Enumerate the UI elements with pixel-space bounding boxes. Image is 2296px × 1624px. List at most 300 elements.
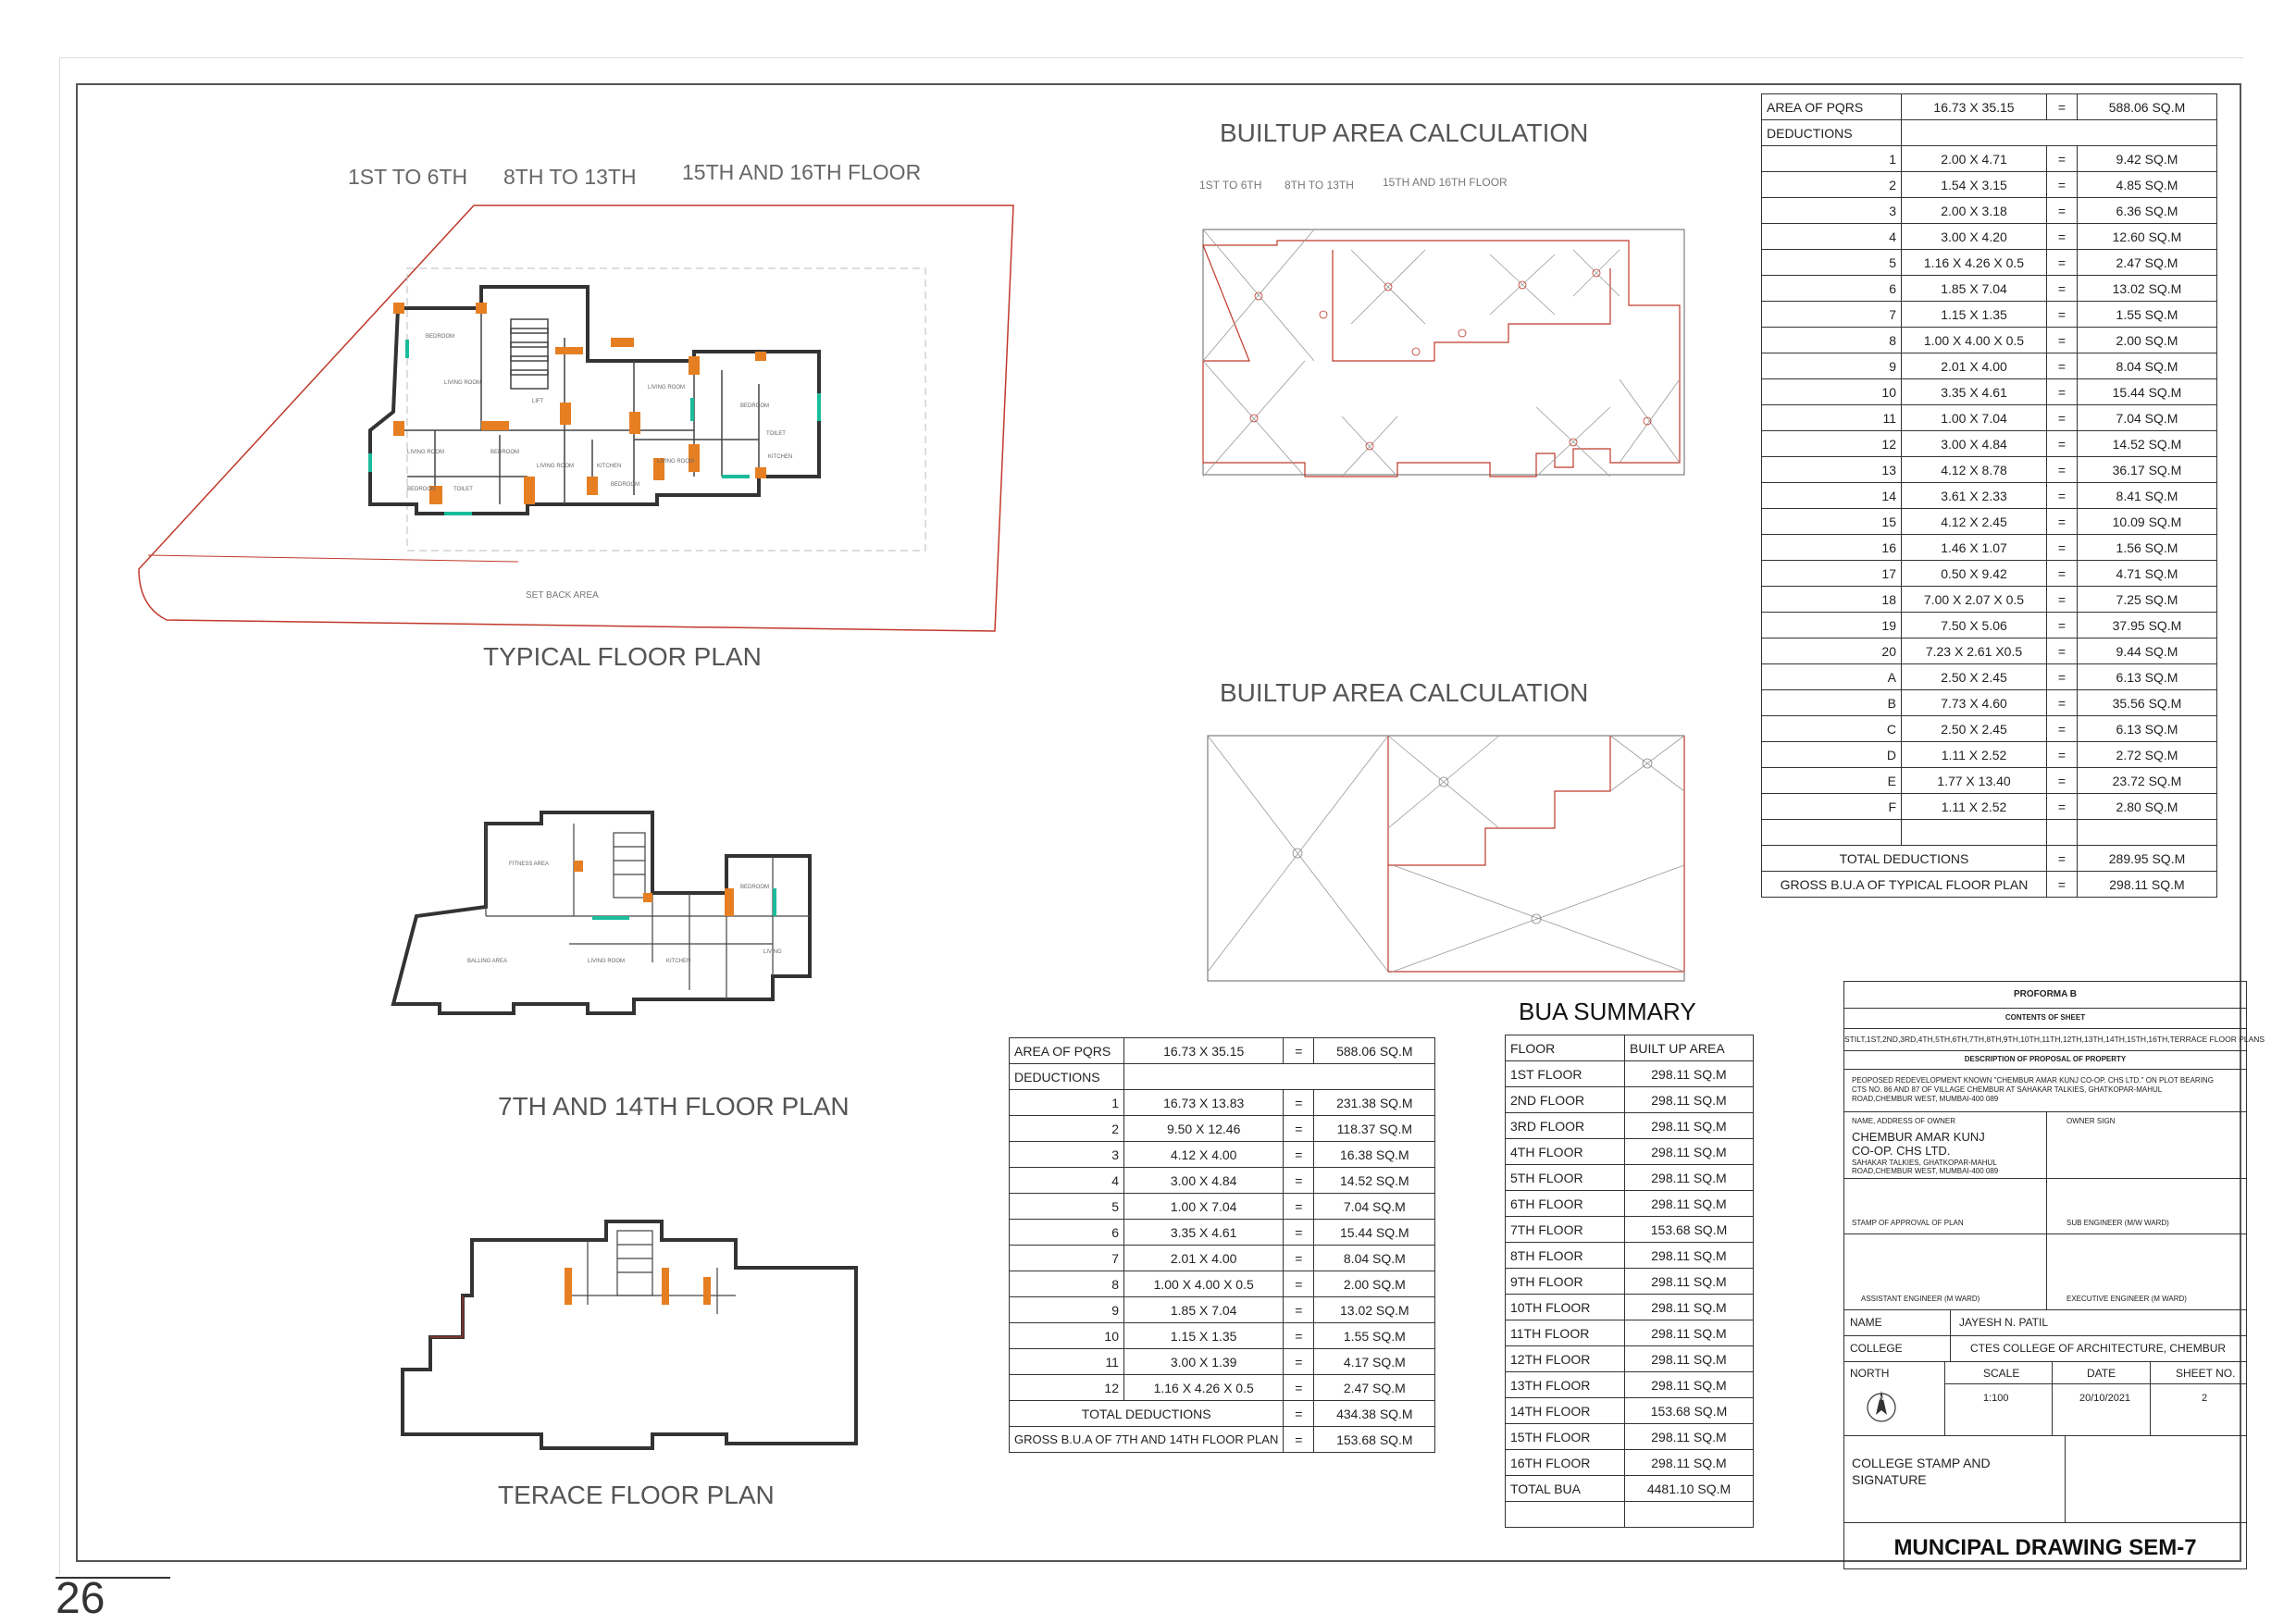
summary-bua: 298.11 SQ.M [1625, 1320, 1754, 1346]
eq-sign: = [2047, 405, 2078, 431]
summary-bua: 298.11 SQ.M [1625, 1269, 1754, 1295]
summary-row [1506, 1346, 1754, 1372]
deduction-value: 35.56 SQ.M [2078, 690, 2217, 716]
deduction-value: 9.42 SQ.M [2078, 146, 2217, 172]
deduction-row [1010, 1168, 1435, 1194]
summary-floor: 3RD FLOOR [1506, 1113, 1625, 1139]
summary-row [1506, 1476, 1754, 1502]
deduction-dims: 2.01 X 4.00 [1902, 353, 2047, 379]
deduction-value: 7.04 SQ.M [1314, 1194, 1435, 1220]
deduction-id: 13 [1762, 457, 1902, 483]
sheet-label: SHEET NO. [2176, 1367, 2236, 1380]
eq-sign: = [2047, 742, 2078, 768]
scale-value: 1:100 [1983, 1393, 2009, 1404]
deduction-id: B [1762, 690, 1902, 716]
deduction-row [1762, 198, 2217, 224]
deduction-id: 15 [1762, 509, 1902, 535]
name-label: NAME [1850, 1316, 1882, 1329]
eq-sign: = [2047, 353, 2078, 379]
deduction-dims: 1.16 X 4.26 X 0.5 [1123, 1375, 1283, 1401]
deduction-row [1762, 250, 2217, 276]
eq-sign: = [1284, 1246, 1314, 1271]
deduction-id: 19 [1762, 613, 1902, 638]
eq-sign: = [2047, 146, 2078, 172]
summary-row [1506, 1295, 1754, 1320]
deduction-dims: 1.00 X 7.04 [1902, 405, 2047, 431]
college-value: CTES COLLEGE OF ARCHITECTURE, CHEMBUR [1970, 1342, 2227, 1355]
contents-label: CONTENTS OF SHEET [2004, 1013, 2086, 1022]
deduction-id: 14 [1762, 483, 1902, 509]
gross-value: 153.68 SQ.M [1314, 1427, 1435, 1453]
proforma-title: PROFORMA B [2014, 989, 2077, 999]
spacer-row [1506, 1502, 1754, 1528]
svg-text:LIVING ROOM: LIVING ROOM [407, 450, 445, 455]
deduction-value: 14.52 SQ.M [2078, 431, 2217, 457]
deduction-id: F [1762, 794, 1902, 820]
deduction-dims: 2.50 X 2.45 [1902, 664, 2047, 690]
typical-floor-label-2: 8TH TO 13TH [503, 165, 637, 189]
summary-row [1506, 1061, 1754, 1087]
deduction-row [1762, 405, 2217, 431]
deduction-id: 11 [1010, 1349, 1124, 1375]
owner-sign-label: OWNER SIGN [2066, 1117, 2116, 1125]
svg-text:KITCHEN: KITCHEN [768, 454, 793, 460]
contents-value: STILT,1ST,2ND,3RD,4TH,5TH,6TH,7TH,8TH,9TH,10TH,11TH,12TH,13TH,14TH,15TH,16TH,TERRACE FLOOR PLANS [1844, 1035, 2265, 1044]
deduction-value: 10.09 SQ.M [2078, 509, 2217, 535]
description-line-2: CTS NO. 86 AND 87 OF VILLAGE CHEMBUR AT SAHAKAR TALKIES, GHATKOPAR-MAHUL [1852, 1085, 2163, 1094]
summary-row [1506, 1320, 1754, 1346]
deduction-id: 18 [1762, 587, 1902, 613]
eq-sign: = [2047, 224, 2078, 250]
deduction-id: 10 [1762, 379, 1902, 405]
svg-text:BEDROOM: BEDROOM [740, 403, 770, 409]
eq-sign: = [2047, 794, 2078, 820]
eq-sign: = [1284, 1349, 1314, 1375]
description-line-1: PEOPOSED REDEVELOPMENT KNOWN "CHEMBUR AMAR KUNJ CO-OP. CHS LTD." ON PLOT BEARING [1852, 1076, 2214, 1085]
eq-sign: = [2047, 509, 2078, 535]
gross-label: GROSS B.U.A OF TYPICAL FLOOR PLAN [1762, 872, 2047, 898]
deduction-row [1762, 509, 2217, 535]
bua1-floor-label-3: 15TH AND 16TH FLOOR [1383, 176, 1508, 189]
eq-sign: = [1284, 1323, 1314, 1349]
deduction-dims: 1.00 X 4.00 X 0.5 [1902, 328, 2047, 353]
drawing-title: MUNCIPAL DRAWING SEM-7 [1893, 1535, 2197, 1560]
deduction-row [1010, 1349, 1435, 1375]
deduction-value: 7.25 SQ.M [2078, 587, 2217, 613]
floor-7-14-plan-drawing [375, 805, 930, 1055]
deduction-value: 2.72 SQ.M [2078, 742, 2217, 768]
total-row [1762, 846, 2217, 872]
eq-sign: = [1284, 1375, 1314, 1401]
typical-floor-label-3: 15TH AND 16TH FLOOR [682, 160, 922, 184]
deduction-dims: 2.50 X 2.45 [1902, 716, 2047, 742]
date-label: DATE [2087, 1367, 2116, 1380]
deduction-dims: 1.46 X 1.07 [1902, 535, 2047, 561]
deduction-value: 8.04 SQ.M [1314, 1246, 1435, 1271]
deduction-row [1762, 276, 2217, 302]
owner-address-line-1: SAHAKAR TALKIES, GHATKOPAR-MAHUL [1852, 1159, 1997, 1167]
gross-value: 298.11 SQ.M [2078, 872, 2217, 898]
summary-row [1506, 1269, 1754, 1295]
eq-sign: = [2047, 328, 2078, 353]
summary-bua: 298.11 SQ.M [1625, 1113, 1754, 1139]
deduction-row [1762, 613, 2217, 638]
deduction-value: 12.60 SQ.M [2078, 224, 2217, 250]
eq-sign: = [2047, 872, 2078, 898]
svg-text:FITNESS AREA: FITNESS AREA [509, 862, 550, 867]
deduction-row [1762, 483, 2217, 509]
deduction-dims: 2.01 X 4.00 [1123, 1246, 1283, 1271]
deduction-id: 1 [1762, 146, 1902, 172]
deduction-value: 15.44 SQ.M [2078, 379, 2217, 405]
eq-sign: = [2047, 250, 2078, 276]
eq-sign: = [2047, 172, 2078, 198]
deduction-row [1762, 457, 2217, 483]
summary-floor: 14TH FLOOR [1506, 1398, 1625, 1424]
area-value: 588.06 SQ.M [2078, 94, 2217, 120]
eq-sign: = [2047, 94, 2078, 120]
eq-sign: = [2047, 587, 2078, 613]
deduction-dims: 1.54 X 3.15 [1902, 172, 2047, 198]
deduction-value: 13.02 SQ.M [1314, 1297, 1435, 1323]
deduction-id: 3 [1010, 1142, 1124, 1168]
deduction-row [1762, 742, 2217, 768]
typical-floor-plan-title: TYPICAL FLOOR PLAN [483, 642, 762, 671]
eq-sign: = [2047, 690, 2078, 716]
deduction-id: 2 [1762, 172, 1902, 198]
typical-calc-table [1761, 93, 2217, 898]
deduction-dims: 1.85 X 7.04 [1123, 1297, 1283, 1323]
eq-sign: = [2047, 638, 2078, 664]
bua1-floor-label-2: 8TH TO 13TH [1285, 179, 1354, 192]
deduction-value: 1.55 SQ.M [2078, 302, 2217, 328]
deduction-value: 2.80 SQ.M [2078, 794, 2217, 820]
deduction-dims: 4.12 X 2.45 [1902, 509, 2047, 535]
summary-floor: 10TH FLOOR [1506, 1295, 1625, 1320]
floor-header: FLOOR [1506, 1035, 1625, 1061]
terrace-floor-plan-drawing [366, 1203, 884, 1481]
deduction-dims: 3.00 X 4.84 [1902, 431, 2047, 457]
summary-floor: 5TH FLOOR [1506, 1165, 1625, 1191]
summary-floor: 1ST FLOOR [1506, 1061, 1625, 1087]
deduction-dims: 0.50 X 9.42 [1902, 561, 2047, 587]
deduction-value: 4.71 SQ.M [2078, 561, 2217, 587]
eq-sign: = [1284, 1427, 1314, 1453]
deduction-value: 23.72 SQ.M [2078, 768, 2217, 794]
eq-sign: = [2047, 379, 2078, 405]
total-label: TOTAL DEDUCTIONS [1010, 1401, 1284, 1427]
deduction-row [1762, 768, 2217, 794]
deduction-row [1762, 690, 2217, 716]
deductions-label: DEDUCTIONS [1762, 120, 1902, 146]
deduction-value: 37.95 SQ.M [2078, 613, 2217, 638]
eq-sign: = [2047, 302, 2078, 328]
svg-text:LIFT: LIFT [532, 399, 544, 404]
college-stamp-line-1: COLLEGE STAMP AND [1852, 1456, 1991, 1470]
bua-calc-title-1: BUILTUP AREA CALCULATION [1220, 118, 1589, 147]
bua-header: BUILT UP AREA [1625, 1035, 1754, 1061]
deduction-value: 14.52 SQ.M [1314, 1168, 1435, 1194]
deduction-id: 8 [1762, 328, 1902, 353]
deduction-dims: 4.12 X 4.00 [1123, 1142, 1283, 1168]
deduction-row [1010, 1220, 1435, 1246]
summary-floor: 8TH FLOOR [1506, 1243, 1625, 1269]
summary-bua: 298.11 SQ.M [1625, 1295, 1754, 1320]
summary-bua: 298.11 SQ.M [1625, 1372, 1754, 1398]
deduction-row [1762, 561, 2217, 587]
deduction-id: 11 [1762, 405, 1902, 431]
svg-text:TOILET: TOILET [453, 487, 473, 492]
deduction-row [1762, 328, 2217, 353]
typical-floor-plan-drawing [130, 199, 1018, 643]
area-value: 588.06 SQ.M [1314, 1038, 1435, 1064]
summary-floor: 9TH FLOOR [1506, 1269, 1625, 1295]
svg-text:TOILET: TOILET [766, 431, 786, 437]
deduction-row [1762, 353, 2217, 379]
summary-floor: 15TH FLOOR [1506, 1424, 1625, 1450]
deduction-row [1010, 1297, 1435, 1323]
eq-sign: = [1284, 1271, 1314, 1297]
eq-sign: = [2047, 716, 2078, 742]
summary-floor: 2ND FLOOR [1506, 1087, 1625, 1113]
deduction-value: 6.36 SQ.M [2078, 198, 2217, 224]
floor-7-14-plan-title: 7TH AND 14TH FLOOR PLAN [498, 1092, 850, 1121]
owner-name-line-1: CHEMBUR AMAR KUNJ [1852, 1130, 1985, 1144]
deduction-row [1010, 1194, 1435, 1220]
deduction-dims: 2.00 X 3.18 [1902, 198, 2047, 224]
deduction-value: 4.17 SQ.M [1314, 1349, 1435, 1375]
deduction-value: 2.47 SQ.M [2078, 250, 2217, 276]
deduction-value: 6.13 SQ.M [2078, 664, 2217, 690]
deduction-row [1010, 1116, 1435, 1142]
north-label: NORTH [1850, 1367, 1890, 1380]
summary-bua: 298.11 SQ.M [1625, 1424, 1754, 1450]
summary-bua: 298.11 SQ.M [1625, 1243, 1754, 1269]
summary-row [1506, 1217, 1754, 1243]
owner-name-line-2: CO-OP. CHS LTD. [1852, 1144, 1951, 1158]
deduction-dims: 7.73 X 4.60 [1902, 690, 2047, 716]
eq-sign: = [1284, 1142, 1314, 1168]
deduction-row [1762, 794, 2217, 820]
college-stamp-line-2: SIGNATURE [1852, 1472, 1927, 1487]
eq-sign: = [2047, 561, 2078, 587]
sub-engineer-label: SUB ENGINEER (M/W WARD) [2066, 1219, 2169, 1227]
deduction-dims: 3.00 X 4.84 [1123, 1168, 1283, 1194]
summary-row [1506, 1113, 1754, 1139]
deduction-dims: 7.50 X 5.06 [1902, 613, 2047, 638]
deduction-row [1010, 1090, 1435, 1116]
deduction-id: 9 [1010, 1297, 1124, 1323]
svg-text:LIVING ROOM: LIVING ROOM [588, 959, 626, 964]
deduction-id: E [1762, 768, 1902, 794]
deduction-row [1010, 1142, 1435, 1168]
summary-header-row [1506, 1035, 1754, 1061]
deduction-id: 2 [1010, 1116, 1124, 1142]
summary-row [1506, 1243, 1754, 1269]
summary-bua: 298.11 SQ.M [1625, 1139, 1754, 1165]
deduction-row [1762, 172, 2217, 198]
svg-text:BEDROOM: BEDROOM [740, 885, 770, 890]
eq-sign: = [1284, 1194, 1314, 1220]
deduction-value: 15.44 SQ.M [1314, 1220, 1435, 1246]
deduction-id: 12 [1010, 1375, 1124, 1401]
stamp-approval-label: STAMP OF APPROVAL OF PLAN [1852, 1219, 1964, 1227]
deduction-dims: 1.15 X 1.35 [1123, 1323, 1283, 1349]
summary-floor: 7TH FLOOR [1506, 1217, 1625, 1243]
deduction-id: 6 [1762, 276, 1902, 302]
summary-bua: 298.11 SQ.M [1625, 1450, 1754, 1476]
deduction-id: 5 [1762, 250, 1902, 276]
deduction-id: 6 [1010, 1220, 1124, 1246]
terrace-floor-plan-title: TERACE FLOOR PLAN [498, 1481, 775, 1509]
deduction-dims: 1.85 X 7.04 [1902, 276, 2047, 302]
description-line-3: ROAD,CHEMBUR WEST, MUMBAI-400 089 [1852, 1095, 1999, 1103]
eq-sign: = [2047, 198, 2078, 224]
total-row [1010, 1401, 1435, 1427]
svg-text:BEDROOM: BEDROOM [407, 487, 437, 492]
eq-sign: = [1284, 1220, 1314, 1246]
deduction-id: 10 [1010, 1323, 1124, 1349]
deduction-dims: 3.00 X 4.20 [1902, 224, 2047, 250]
deduction-dims: 1.16 X 4.26 X 0.5 [1902, 250, 2047, 276]
svg-text:LIVING: LIVING [763, 949, 782, 955]
summary-row [1506, 1139, 1754, 1165]
summary-bua: 298.11 SQ.M [1625, 1061, 1754, 1087]
deduction-row [1762, 716, 2217, 742]
deduction-row [1762, 535, 2217, 561]
svg-text:LIVING ROOM: LIVING ROOM [537, 464, 575, 469]
svg-text:KITCHEN: KITCHEN [666, 959, 691, 964]
deduction-value: 36.17 SQ.M [2078, 457, 2217, 483]
deduction-row [1010, 1271, 1435, 1297]
summary-floor: TOTAL BUA [1506, 1476, 1625, 1502]
proforma-title-block [1843, 981, 2265, 1569]
total-value: 434.38 SQ.M [1314, 1401, 1435, 1427]
deduction-row [1762, 224, 2217, 250]
gross-label: GROSS B.U.A OF 7TH AND 14TH FLOOR PLAN [1010, 1427, 1284, 1453]
area-label: AREA OF PQRS [1762, 94, 1902, 120]
deduction-dims: 16.73 X 13.83 [1123, 1090, 1283, 1116]
deduction-id: C [1762, 716, 1902, 742]
eq-sign: = [2047, 535, 2078, 561]
deduction-dims: 2.00 X 4.71 [1902, 146, 2047, 172]
svg-text:LIVING ROOM: LIVING ROOM [444, 380, 482, 386]
deduction-id: 17 [1762, 561, 1902, 587]
eq-sign: = [2047, 457, 2078, 483]
deduction-value: 2.00 SQ.M [1314, 1271, 1435, 1297]
deduction-id: 4 [1762, 224, 1902, 250]
summary-row [1506, 1372, 1754, 1398]
svg-text:BALLING AREA: BALLING AREA [467, 959, 508, 964]
deduction-value: 1.55 SQ.M [1314, 1323, 1435, 1349]
deduction-row [1010, 1246, 1435, 1271]
svg-text:BEDROOM: BEDROOM [490, 450, 520, 455]
summary-row [1506, 1191, 1754, 1217]
summary-floor: 16TH FLOOR [1506, 1450, 1625, 1476]
bua-calc-drawing-1 [1185, 213, 1703, 490]
gross-row [1010, 1427, 1435, 1453]
area-row [1762, 94, 2217, 120]
typical-floor-label-1: 1ST TO 6TH [348, 165, 468, 189]
deductions-row [1762, 120, 2217, 146]
eq-sign: = [1284, 1401, 1314, 1427]
summary-bua: 298.11 SQ.M [1625, 1087, 1754, 1113]
deduction-id: 12 [1762, 431, 1902, 457]
north-letter: N [1879, 1395, 1884, 1402]
bua-calc-drawing-2 [1194, 726, 1703, 986]
deduction-dims: 1.11 X 2.52 [1902, 742, 2047, 768]
deduction-dims: 3.35 X 4.61 [1123, 1220, 1283, 1246]
summary-row [1506, 1398, 1754, 1424]
eq-sign: = [2047, 483, 2078, 509]
svg-text:LIVING ROOM: LIVING ROOM [648, 385, 686, 391]
deduction-id: 3 [1762, 198, 1902, 224]
deduction-id: 9 [1762, 353, 1902, 379]
deductions-row [1010, 1064, 1435, 1090]
summary-bua: 4481.10 SQ.M [1625, 1476, 1754, 1502]
eq-sign: = [1284, 1168, 1314, 1194]
deduction-value: 4.85 SQ.M [2078, 172, 2217, 198]
deduction-id: 5 [1010, 1194, 1124, 1220]
eq-sign: = [1284, 1116, 1314, 1142]
deduction-value: 7.04 SQ.M [2078, 405, 2217, 431]
deduction-value: 2.00 SQ.M [2078, 328, 2217, 353]
spacer-row [1762, 820, 2217, 846]
owner-address-line-2: ROAD,CHEMBUR WEST, MUMBAI-400 089 [1852, 1167, 1999, 1175]
eq-sign: = [2047, 664, 2078, 690]
deduction-dims: 1.15 X 1.35 [1902, 302, 2047, 328]
deduction-dims: 9.50 X 12.46 [1123, 1116, 1283, 1142]
svg-text:KITCHEN: KITCHEN [597, 464, 622, 469]
scale-label: SCALE [1983, 1367, 2020, 1380]
deduction-value: 16.38 SQ.M [1314, 1142, 1435, 1168]
sheet-value: 2 [2202, 1393, 2208, 1404]
deduction-id: A [1762, 664, 1902, 690]
area-label: AREA OF PQRS [1010, 1038, 1124, 1064]
area-dims: 16.73 X 35.15 [1123, 1038, 1283, 1064]
deduction-row [1762, 431, 2217, 457]
deduction-value: 8.41 SQ.M [2078, 483, 2217, 509]
deduction-id: 4 [1010, 1168, 1124, 1194]
deduction-dims: 3.35 X 4.61 [1902, 379, 2047, 405]
deduction-dims: 1.11 X 2.52 [1902, 794, 2047, 820]
summary-bua: 298.11 SQ.M [1625, 1346, 1754, 1372]
eq-sign: = [2047, 431, 2078, 457]
eq-sign: = [1284, 1038, 1314, 1064]
summary-row [1506, 1165, 1754, 1191]
summary-row [1506, 1450, 1754, 1476]
deduction-value: 13.02 SQ.M [2078, 276, 2217, 302]
description-label: DESCRIPTION OF PROPOSAL OF PROPERTY [1964, 1055, 2127, 1063]
summary-row [1506, 1424, 1754, 1450]
college-label: COLLEGE [1850, 1342, 1903, 1355]
deduction-dims: 3.61 X 2.33 [1902, 483, 2047, 509]
deduction-id: 1 [1010, 1090, 1124, 1116]
eq-sign: = [1284, 1090, 1314, 1116]
eq-sign: = [2047, 613, 2078, 638]
bua-calc-title-2: BUILTUP AREA CALCULATION [1220, 678, 1589, 707]
deduction-dims: 1.77 X 13.40 [1902, 768, 2047, 794]
bua-summary-title: BUA SUMMARY [1519, 998, 1696, 1025]
summary-bua: 153.68 SQ.M [1625, 1398, 1754, 1424]
summary-floor: 11TH FLOOR [1506, 1320, 1625, 1346]
deductions-label: DEDUCTIONS [1010, 1064, 1124, 1090]
asst-engineer-label: ASSISTANT ENGINEER (M WARD) [1861, 1295, 1980, 1303]
date-value: 20/10/2021 [2079, 1393, 2131, 1404]
page-number: 26 [56, 1574, 105, 1623]
bua1-floor-label-1: 1ST TO 6TH [1199, 179, 1262, 192]
owner-label: NAME, ADDRESS OF OWNER [1852, 1117, 1956, 1125]
